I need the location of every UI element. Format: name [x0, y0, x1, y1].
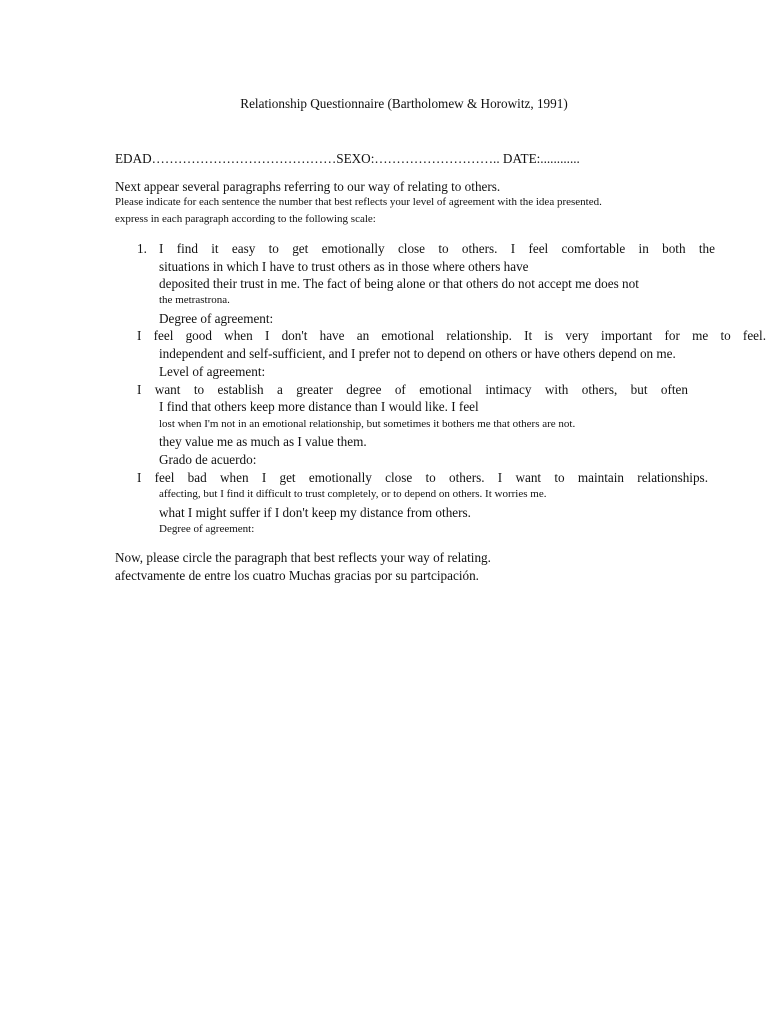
item-4-line-2: affecting, but I find it difficult to trust completely, or to depend on others. It worries me.	[159, 488, 547, 500]
intro-line-3: express in each paragraph according to the following scale:	[115, 213, 376, 225]
closing-line-1: Now, please circle the paragraph that best reflects your way of relating.	[115, 550, 491, 565]
item-2-line-2: independent and self-sufficient, and I prefer not to depend on others or have others depend on me.	[159, 346, 676, 361]
item-3-line-1: I want to establish a greater degree of emotional intimacy with others, but often	[137, 382, 688, 397]
item-1-line-1: I find it easy to get emotionally close to others. I feel comfortable in both the	[159, 241, 715, 256]
item-1-line-2: situations in which I have to trust others as in those where others have	[159, 259, 529, 274]
closing-line-2: afectvamente de entre los cuatro Muchas gracias por su partcipación.	[115, 568, 479, 583]
item-4-agreement-label: Degree of agreement:	[159, 523, 255, 535]
item-1-line-4: the metrastrona.	[159, 294, 230, 306]
item-4-line-3: what I might suffer if I don't keep my distance from others.	[159, 505, 471, 520]
intro-line-2: Please indicate for each sentence the number that best reflects your level of agreement with the idea presented.	[115, 196, 602, 208]
item-1-agreement-label: Degree of agreement:	[159, 311, 274, 326]
document-title: Relationship Questionnaire (Bartholomew & Horowitz, 1991)	[240, 96, 568, 111]
item-3-line-4: they value me as much as I value them.	[159, 434, 367, 449]
item-3-agreement-label: Grado de acuerdo:	[159, 452, 257, 467]
item-3-line-3: lost when I'm not in an emotional relationship, but sometimes it bothers me that others are not.	[159, 418, 576, 430]
intro-line-1: Next appear several paragraphs referring to our way of relating to others.	[115, 179, 501, 194]
item-2-line-1: I feel good when I don't have an emotional relationship. It is very important for me to feel.	[137, 328, 766, 343]
item-2-agreement-label: Level of agreement:	[159, 364, 266, 379]
demographic-fields-line: EDAD……………………………………SEXO:……………………….. DATE:............	[115, 151, 580, 166]
item-1-number: 1.	[137, 241, 147, 256]
item-1-line-3: deposited their trust in me. The fact of being alone or that others do not accept me does not	[159, 276, 639, 291]
item-3-line-2: I find that others keep more distance than I would like. I feel	[159, 399, 479, 414]
item-4-line-1: I feel bad when I get emotionally close to others. I want to maintain relationships.	[137, 470, 708, 485]
